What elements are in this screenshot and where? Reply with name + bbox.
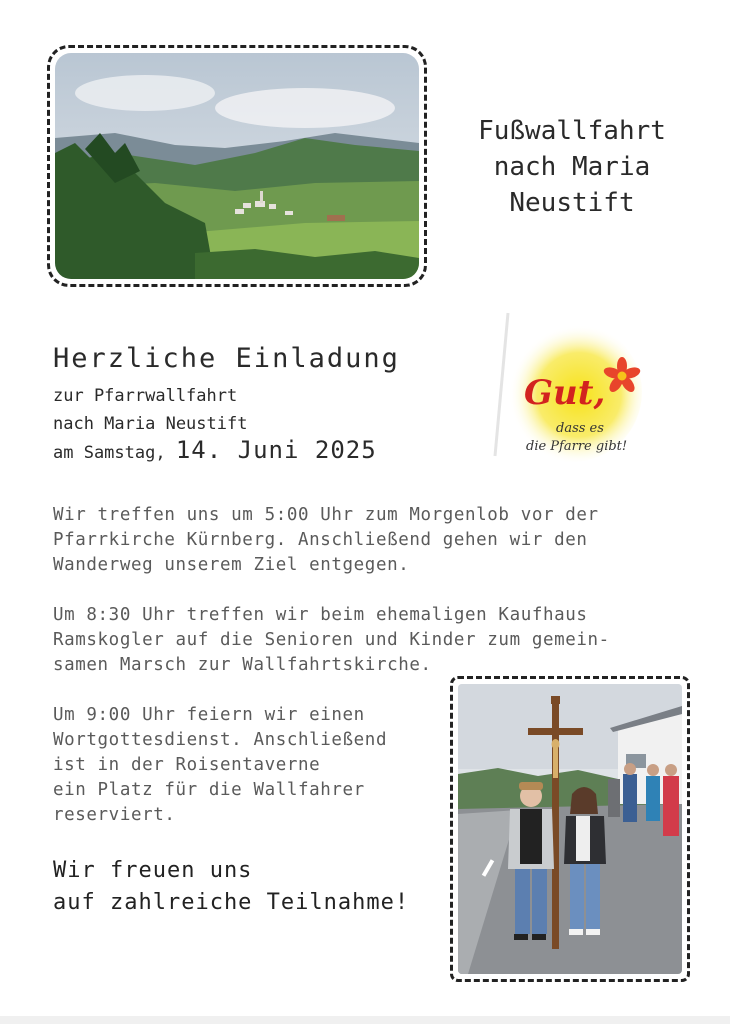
paragraph-seniors	[53, 603, 610, 678]
paragraph-line: Pfarrkirche Kürnberg. Anschließend gehen wir den	[53, 530, 588, 550]
page-title	[452, 113, 692, 221]
logo-line2: die Pfarre gibt!	[526, 439, 628, 454]
title-line: Fußwallfahrt	[478, 116, 666, 146]
paragraph-line: Wir treffen uns um 5:00 Uhr zum Morgenlob vor der	[53, 505, 599, 525]
parish-logo-graphic	[490, 308, 650, 468]
paragraph-meeting	[53, 503, 599, 578]
procession-photo-frame	[450, 676, 690, 982]
invitation-line: zur Pfarrwallfahrt	[53, 386, 238, 406]
logo-line1: dass es	[556, 421, 604, 436]
paragraph-line: Ramskogler auf die Senioren und Kinder zum gemein-	[53, 630, 610, 650]
invitation-date-line	[53, 436, 377, 464]
landscape-illustration	[55, 53, 419, 279]
logo-main-text: Gut,	[524, 373, 606, 413]
landscape-photo	[55, 53, 419, 279]
invitation-heading: Herzliche Einladung	[53, 343, 400, 374]
paragraph-line: Um 8:30 Uhr treffen wir beim ehemaligen Kaufhaus	[53, 605, 588, 625]
paragraph-line: ein Platz für die Wallfahrer	[53, 780, 365, 800]
landscape-photo-frame	[47, 45, 427, 287]
invitation-date: 14. Juni 2025	[175, 436, 377, 464]
paragraph-line: Wanderweg unserem Ziel entgegen.	[53, 555, 410, 575]
paragraph-line: Um 9:00 Uhr feiern wir einen	[53, 705, 365, 725]
paragraph-line: Wortgottesdienst. Anschließend	[53, 730, 388, 750]
date-prefix: am Samstag,	[53, 443, 166, 463]
paragraph-service	[53, 703, 387, 828]
parish-logo	[490, 308, 650, 468]
closing-line: auf zahlreiche Teilnahme!	[53, 890, 410, 915]
bottom-strip	[0, 1016, 730, 1024]
title-line: Neustift	[509, 188, 635, 218]
paragraph-line: samen Marsch zur Wallfahrtskirche.	[53, 655, 432, 675]
procession-photo	[458, 684, 682, 974]
paragraph-line: reserviert.	[53, 805, 176, 825]
closing-line: Wir freuen uns	[53, 858, 253, 883]
closing-text	[53, 855, 409, 919]
paragraph-line: ist in der Roisentaverne	[53, 755, 321, 775]
procession-illustration	[458, 684, 682, 974]
title-line: nach Maria	[493, 152, 651, 182]
invitation-line: nach Maria Neustift	[53, 414, 248, 434]
